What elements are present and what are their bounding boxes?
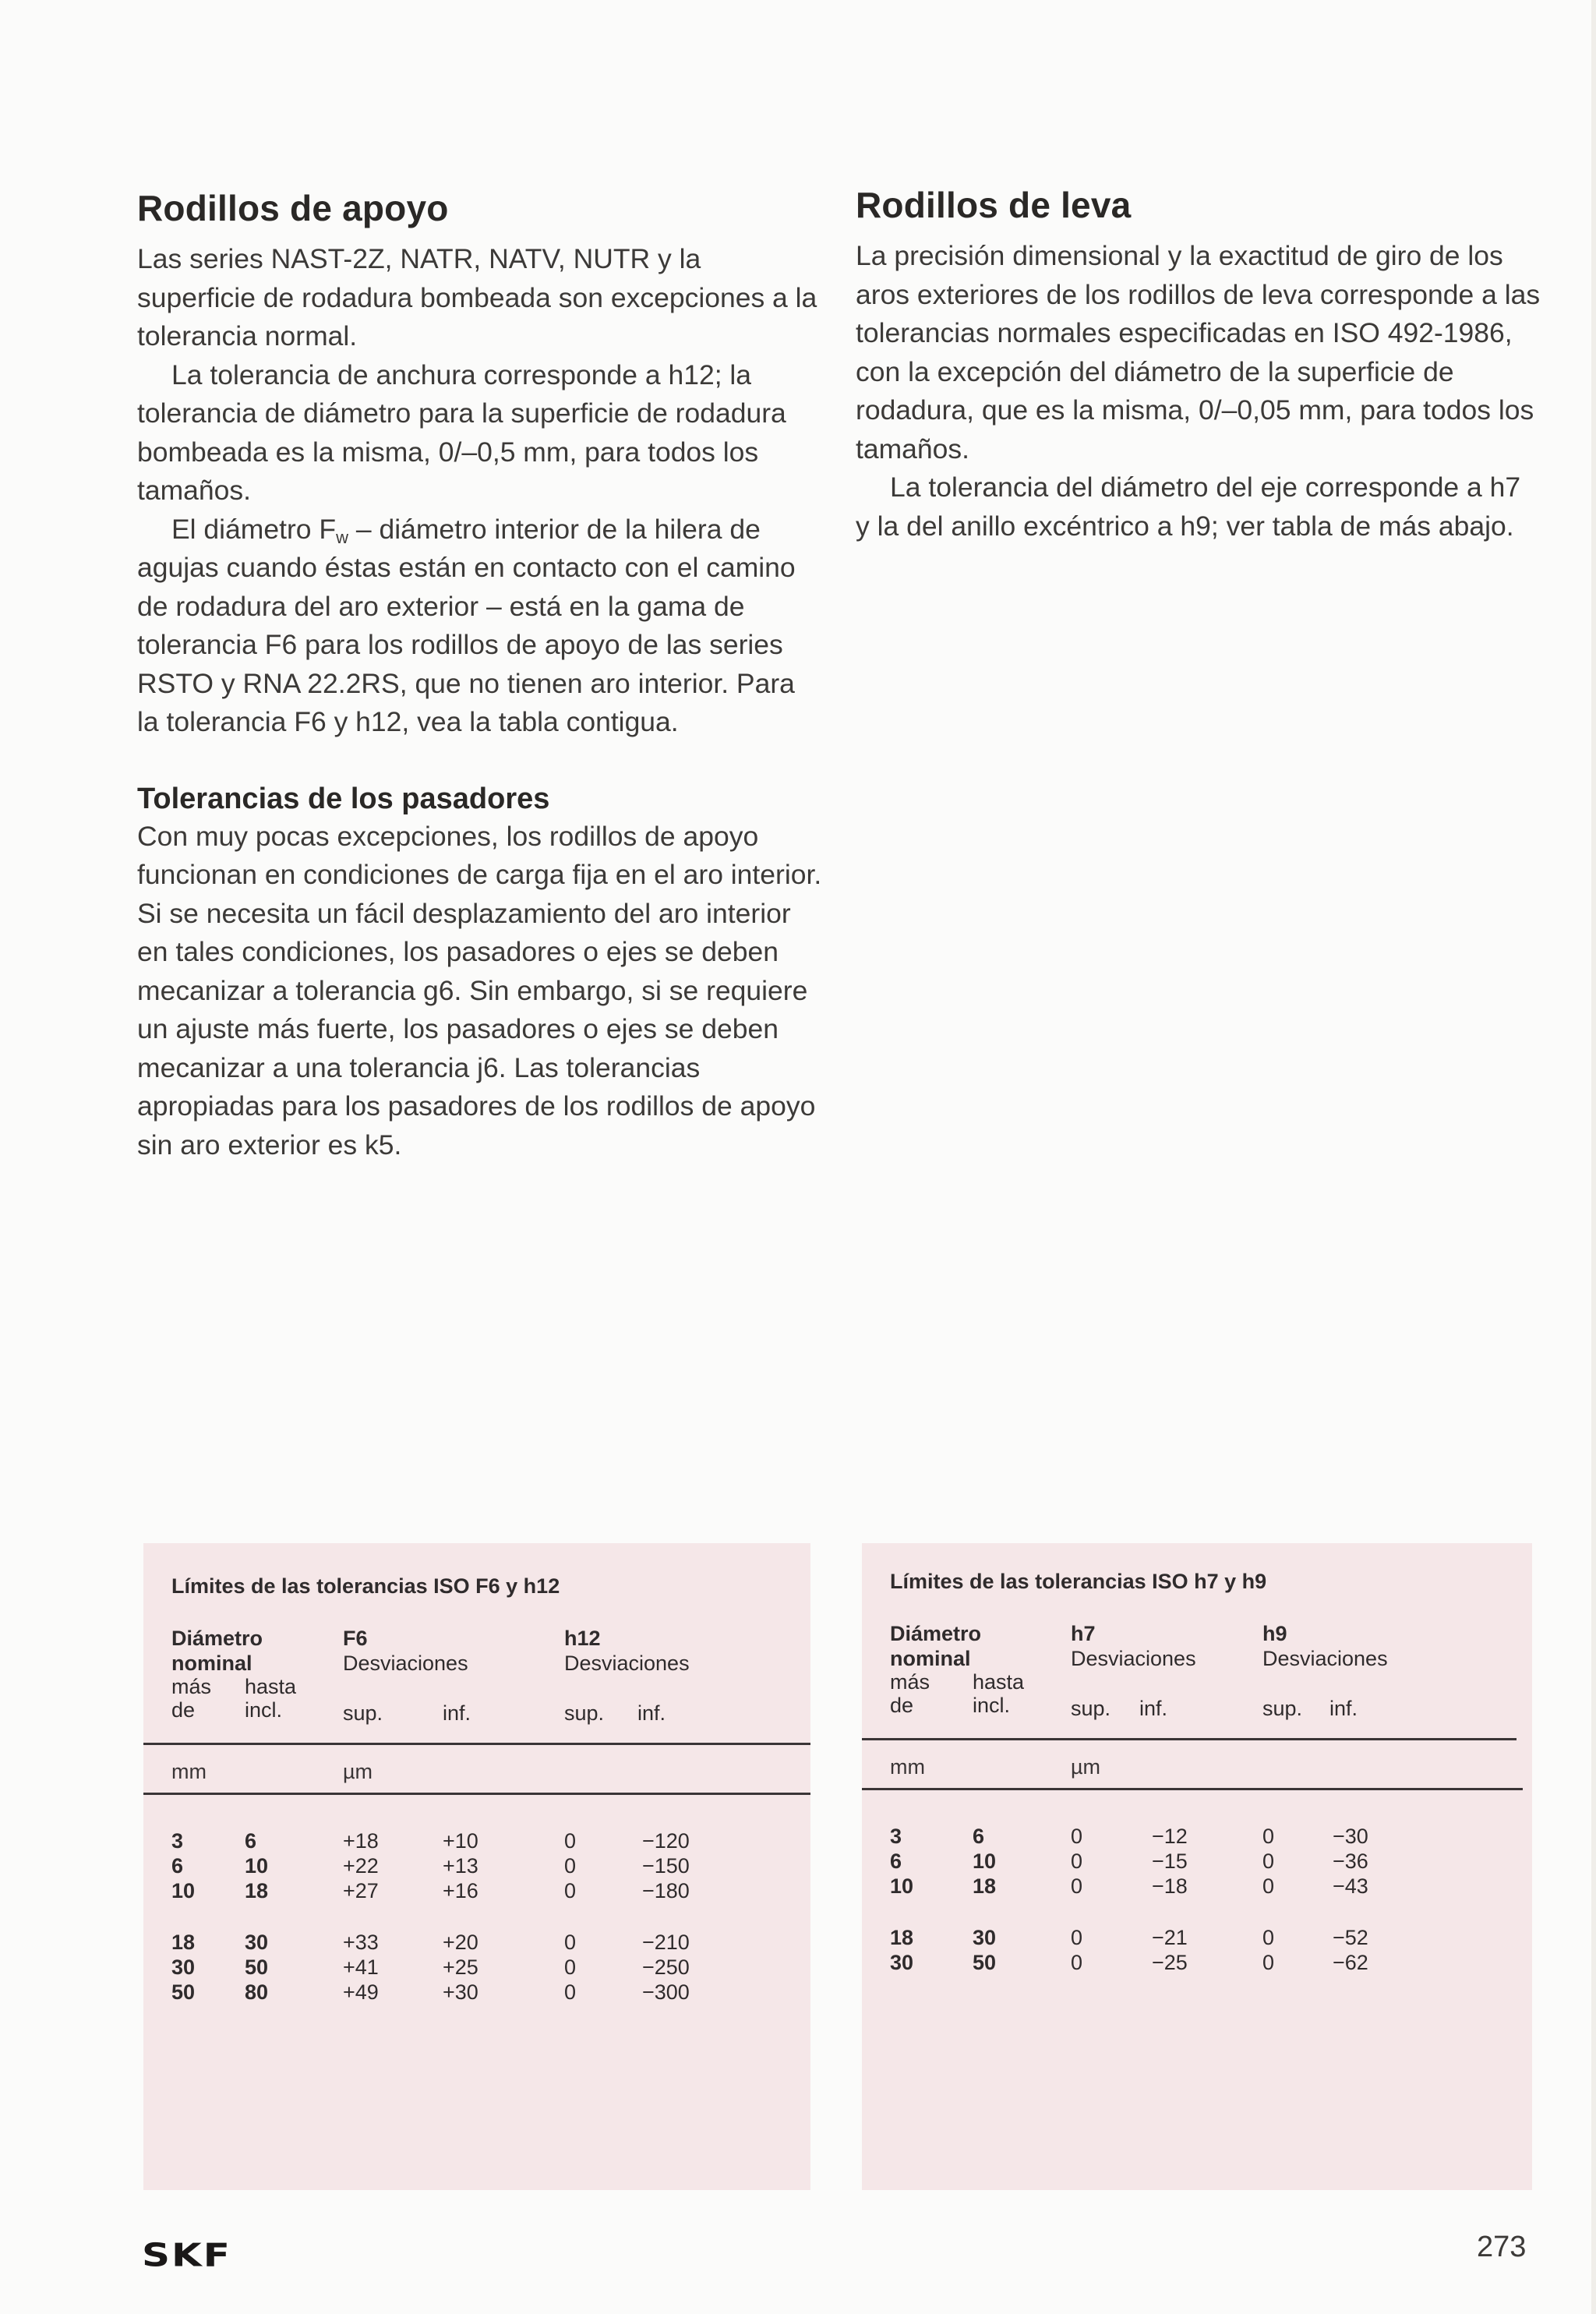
header-diametro: Diámetro <box>890 1622 982 1645</box>
cell-tol1-sup: +18 <box>343 1829 379 1853</box>
header-incl: incl. <box>973 1694 1011 1717</box>
cell-tol1-sup: 0 <box>1071 1825 1083 1848</box>
cell-tol2-sup: 0 <box>564 1980 577 2004</box>
cell-tol2-sup: 0 <box>564 1829 577 1853</box>
tolerance-table-f6-h12 <box>143 1543 810 2190</box>
cell-hasta: 10 <box>245 1854 269 1878</box>
cell-hasta: 6 <box>973 1825 985 1848</box>
header-mas: más <box>171 1675 212 1698</box>
skf-logo: SKF <box>142 2237 231 2274</box>
header-tolerance-2: h9 <box>1262 1622 1287 1645</box>
right-column <box>856 187 1541 546</box>
paragraph: La tolerancia de anchura corresponde a h12; la tolerancia de diámetro para la superficie de rodadura bombeada es la misma, 0/–0,5 mm, para todos los tamaños. <box>137 359 786 506</box>
cell-tol1-sup: +22 <box>343 1854 379 1878</box>
header-tolerance-1: F6 <box>343 1627 368 1650</box>
subscript: w <box>336 527 348 547</box>
cell-de: 3 <box>890 1825 902 1848</box>
cell-de: 10 <box>890 1874 914 1898</box>
cell-de: 6 <box>890 1849 902 1873</box>
cell-tol1-inf: −15 <box>1152 1849 1188 1873</box>
cell-tol2-sup: 0 <box>1262 1874 1275 1898</box>
cell-tol2-inf: −62 <box>1333 1951 1368 1974</box>
cell-tol1-inf: −21 <box>1152 1926 1188 1949</box>
unit-mm: mm <box>890 1755 925 1779</box>
text-run: – diámetro interior de la hilera de agujas cuando éstas están en contacto con el camino de rodadura del aro exterior – está en la gama de tolerancia F6 para los rodillos de apoyo de las series RSTO y RNA 22.2RS, que no tienen aro interior. Para la tolerancia F6 y h12, vea la tabla contigua. <box>137 513 796 737</box>
table-title: Límites de las tolerancias ISO F6 y h12 <box>171 1574 560 1598</box>
header-sup: sup. <box>343 1701 383 1725</box>
cell-tol1-inf: −25 <box>1152 1951 1188 1974</box>
header-sup: sup. <box>1071 1697 1111 1720</box>
header-tolerance-2: h12 <box>564 1627 601 1650</box>
header-nominal: nominal <box>171 1652 252 1675</box>
subheading-tolerancias-pasadores: Tolerancias de los pasadores <box>137 782 550 815</box>
cell-tol2-inf: −180 <box>642 1879 690 1902</box>
cell-hasta: 18 <box>973 1874 997 1898</box>
cell-tol2-sup: 0 <box>564 1879 577 1902</box>
header-sup: sup. <box>564 1701 605 1725</box>
unit-micrometre: µm <box>1071 1755 1101 1779</box>
cell-tol2-sup: 0 <box>564 1955 577 1979</box>
header-inf: inf. <box>1139 1697 1168 1720</box>
cell-tol1-sup: +33 <box>343 1931 379 1954</box>
cell-tol2-inf: −30 <box>1333 1825 1368 1848</box>
cell-tol2-sup: 0 <box>1262 1849 1275 1873</box>
header-tolerance-1: h7 <box>1071 1622 1096 1645</box>
cell-de: 30 <box>171 1955 196 1979</box>
table-rule <box>143 1793 810 1795</box>
header-de: de <box>171 1698 196 1722</box>
cell-de: 10 <box>171 1879 196 1902</box>
cell-de: 6 <box>171 1854 184 1878</box>
cell-tol1-sup: 0 <box>1071 1951 1083 1974</box>
cell-tol1-sup: 0 <box>1071 1926 1083 1949</box>
cell-tol1-sup: 0 <box>1071 1849 1083 1873</box>
table-title: Límites de las tolerancias ISO h7 y h9 <box>890 1570 1267 1593</box>
paragraph: La tolerancia del diámetro del eje corresponde a h7 y la del anillo excéntrico a h9; ver tabla de más abajo. <box>856 472 1521 542</box>
cell-tol2-sup: 0 <box>1262 1951 1275 1974</box>
cell-hasta: 18 <box>245 1879 269 1902</box>
paragraph: La precisión dimensional y la exactitud de giro de los aros exteriores de los rodillos de leva corresponde a las tolerancias normales especificadas en ISO 492-1986, con la excepción del diámetro de la superficie de rodadura, que es la misma, 0/–0,05 mm, para todos los tamaños. <box>856 240 1541 465</box>
section-heading-rodillos-de-apoyo: Rodillos de apoyo <box>137 188 449 228</box>
left-column <box>137 187 823 1164</box>
cell-tol2-sup: 0 <box>564 1931 577 1954</box>
cell-tol1-inf: +10 <box>443 1829 478 1853</box>
unit-mm: mm <box>171 1760 207 1783</box>
header-hasta: hasta <box>973 1670 1025 1694</box>
header-sup: sup. <box>1262 1697 1303 1720</box>
cell-tol1-inf: +16 <box>443 1879 478 1902</box>
cell-tol2-inf: −250 <box>642 1955 690 1979</box>
header-desviaciones: Desviaciones <box>1071 1647 1196 1670</box>
cell-tol2-sup: 0 <box>564 1854 577 1878</box>
page-edge <box>1591 0 1596 2314</box>
cell-de: 50 <box>171 1980 196 2004</box>
header-incl: incl. <box>245 1698 283 1722</box>
header-nominal: nominal <box>890 1647 971 1670</box>
section-heading-rodillos-de-leva: Rodillos de leva <box>856 185 1132 225</box>
cell-hasta: 50 <box>973 1951 997 1974</box>
header-desviaciones: Desviaciones <box>1262 1647 1388 1670</box>
cell-hasta: 80 <box>245 1980 269 2004</box>
cell-hasta: 10 <box>973 1849 997 1873</box>
header-diametro: Diámetro <box>171 1627 263 1650</box>
cell-tol1-sup: 0 <box>1071 1874 1083 1898</box>
cell-de: 18 <box>171 1931 196 1954</box>
cell-tol2-inf: −120 <box>642 1829 690 1853</box>
header-inf: inf. <box>1329 1697 1358 1720</box>
table-rule <box>862 1738 1517 1740</box>
header-de: de <box>890 1694 914 1717</box>
cell-hasta: 30 <box>245 1931 269 1954</box>
page-number: 273 <box>1477 2231 1527 2263</box>
cell-tol1-sup: +27 <box>343 1879 379 1902</box>
cell-tol1-inf: +25 <box>443 1955 478 1979</box>
cell-tol1-inf: −18 <box>1152 1874 1188 1898</box>
table-rule <box>143 1743 810 1745</box>
cell-tol2-inf: −52 <box>1333 1926 1368 1949</box>
cell-tol2-inf: −36 <box>1333 1849 1368 1873</box>
paragraph: Con muy pocas excepciones, los rodillos de apoyo funcionan en condiciones de carga fija en el aro interior. Si se necesita un fácil desplazamiento del aro interior en tales condiciones, los pasadores o ejes se deben mecanizar a tolerancia g6. Sin embargo, si se requiere un ajuste más fuerte, los pasadores o ejes se deben mecanizar a una tolerancia j6. Las tolerancias apropiadas para los pasadores de los rodillos de apoyo sin aro exterior es k5. <box>137 820 822 1161</box>
cell-tol2-inf: −150 <box>642 1854 690 1878</box>
cell-tol1-sup: +41 <box>343 1955 379 1979</box>
cell-de: 3 <box>171 1829 184 1853</box>
table-rule <box>862 1788 1523 1790</box>
cell-tol2-inf: −43 <box>1333 1874 1368 1898</box>
cell-tol2-sup: 0 <box>1262 1825 1275 1848</box>
header-inf: inf. <box>443 1701 471 1725</box>
cell-tol2-sup: 0 <box>1262 1926 1275 1949</box>
paragraph: Las series NAST-2Z, NATR, NATV, NUTR y la superficie de rodadura bombeada son excepciones a la tolerancia normal. <box>137 243 817 352</box>
cell-tol1-sup: +49 <box>343 1980 379 2004</box>
header-desviaciones: Desviaciones <box>564 1652 690 1675</box>
header-hasta: hasta <box>245 1675 297 1698</box>
header-desviaciones: Desviaciones <box>343 1652 468 1675</box>
cell-tol1-inf: +20 <box>443 1931 478 1954</box>
cell-hasta: 50 <box>245 1955 269 1979</box>
text-run: El diámetro F <box>171 513 337 545</box>
cell-tol2-inf: −300 <box>642 1980 690 2004</box>
paragraph-fw <box>137 510 823 742</box>
cell-tol1-inf: −12 <box>1152 1825 1188 1848</box>
cell-tol1-inf: +13 <box>443 1854 478 1878</box>
cell-de: 30 <box>890 1951 914 1974</box>
unit-micrometre: µm <box>343 1760 373 1783</box>
cell-tol2-inf: −210 <box>642 1931 690 1954</box>
cell-de: 18 <box>890 1926 914 1949</box>
cell-hasta: 30 <box>973 1926 997 1949</box>
header-inf: inf. <box>637 1701 666 1725</box>
cell-tol1-inf: +30 <box>443 1980 478 2004</box>
cell-hasta: 6 <box>245 1829 257 1853</box>
header-mas: más <box>890 1670 930 1694</box>
tolerance-table-h7-h9 <box>862 1543 1532 2190</box>
